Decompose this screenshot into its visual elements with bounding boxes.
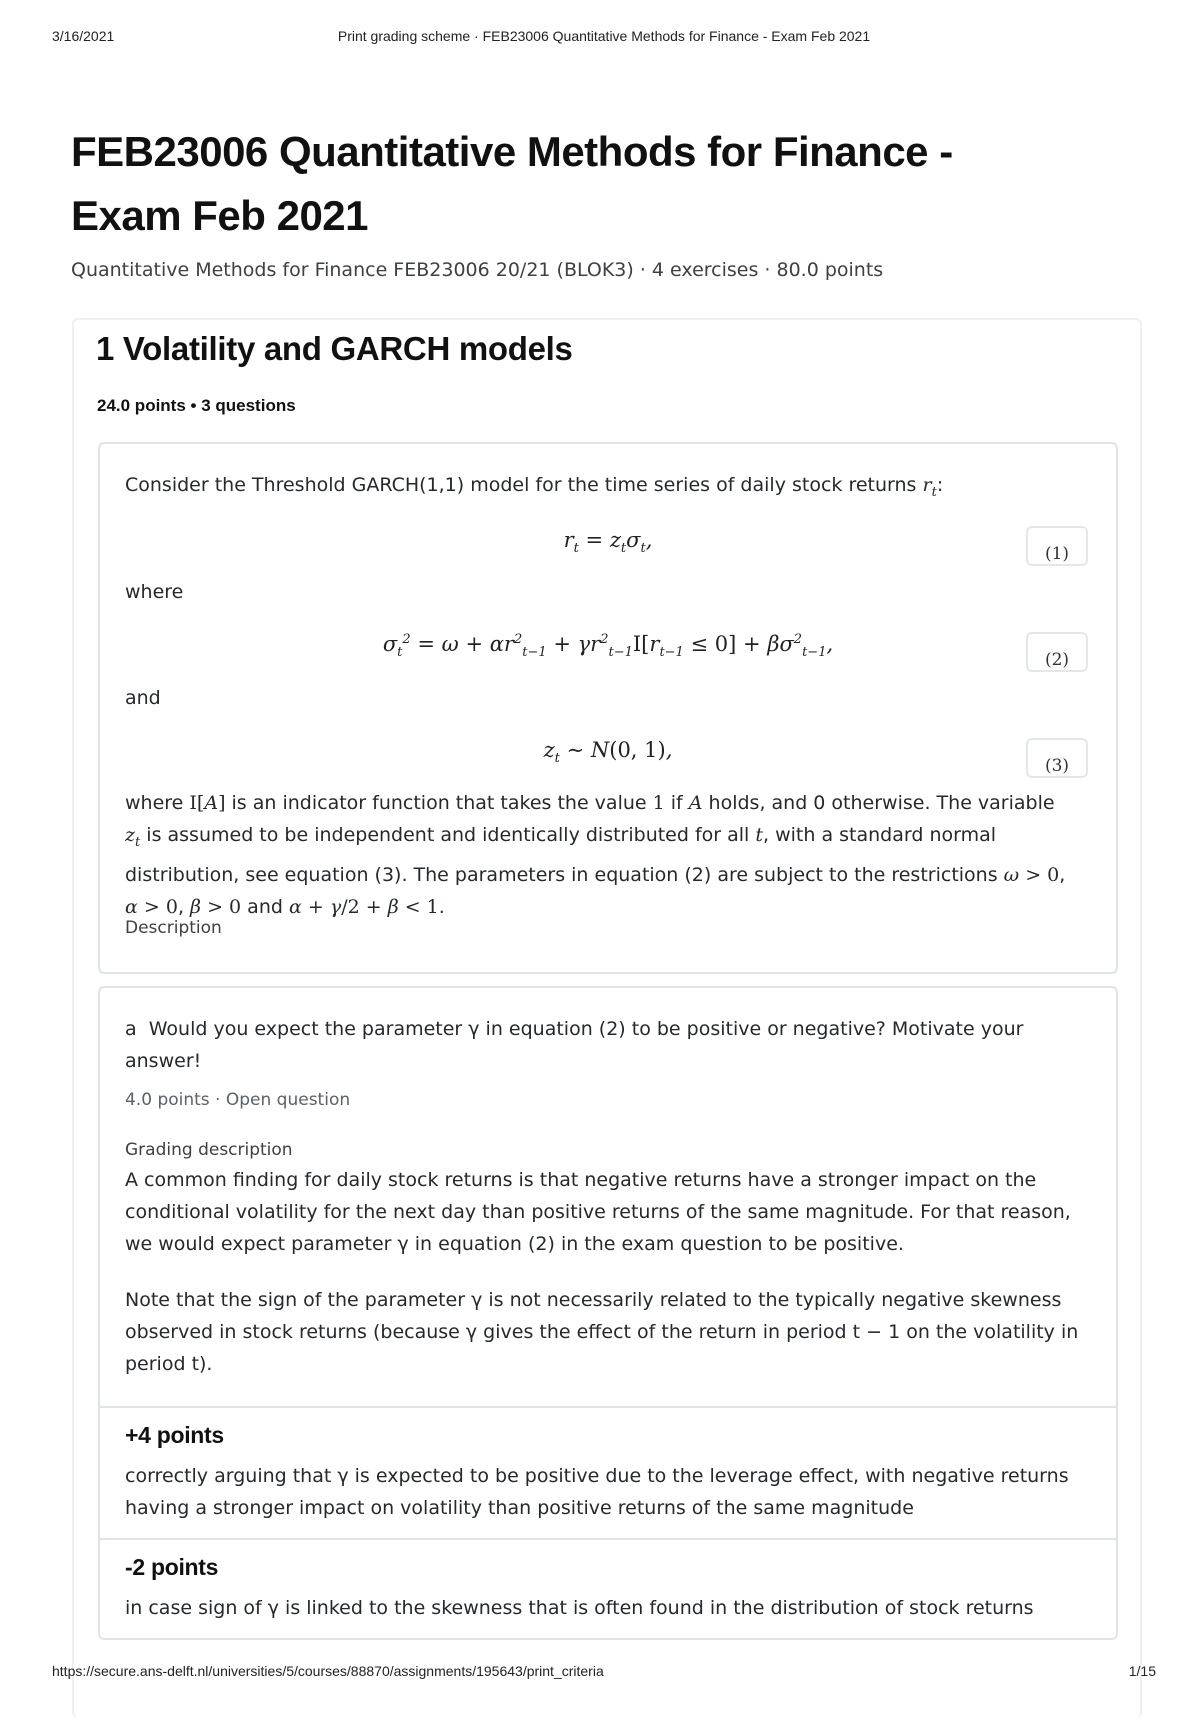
grading-description-label: Grading description: [125, 1140, 293, 1160]
page-title-line2: Exam Feb 2021: [71, 192, 369, 239]
equation-2-number: (2): [1026, 632, 1088, 672]
exercise-meta: 24.0 points • 3 questions: [97, 396, 296, 415]
print-title: Print grading scheme · FEB23006 Quantitative Methods for Finance - Exam Feb 2021: [337, 28, 871, 44]
description-where: where: [125, 581, 184, 603]
criterion-divider: [100, 1538, 1116, 1540]
criterion-description: in case sign of γ is linked to the skewness that is often found in the distribution of stock returns: [125, 1597, 1034, 1619]
description-box: [98, 442, 1118, 974]
exercise-heading: 1 Volatility and GARCH models: [96, 330, 573, 367]
equation-2: $\sigma_t^2 = \omega + \alpha r^2_{t-1} + \gamma r^2_{t-1}I[r_{t-1} \le 0] + \beta\sigma^2_{t-1}$,: [382, 632, 834, 661]
question-box: [98, 986, 1118, 1640]
equation-1-number: (1): [1026, 526, 1088, 566]
grading-description-p1: A common finding for daily stock returns is that negative returns have a stronger impact on the conditional volatility for the next day than positive returns of the same magnitude. For that reason, we would expect parameter γ in equation (2) in the exam question to be positive.: [125, 1169, 1071, 1255]
description-and: and: [125, 687, 161, 709]
criterion-points: +4 points: [125, 1422, 224, 1448]
question-text: a Would you expect the parameter γ in equation (2) to be positive or negative? Motivate your answer!: [125, 1018, 1024, 1072]
page-title-line1: FEB23006 Quantitative Methods for Finance -: [71, 128, 953, 175]
page-subtitle: Quantitative Methods for Finance FEB23006 20/21 (BLOK3) · 4 exercises · 80.0 points: [71, 259, 884, 281]
equation-1: $r_t = z_t\sigma_t$,: [563, 528, 653, 557]
criterion-description: correctly arguing that γ is expected to be positive due to the leverage effect, with negative returns having a stronger impact on volatility than positive returns of the same magnitude: [125, 1465, 1069, 1519]
criterion-divider: [100, 1406, 1116, 1408]
question-letter: a: [125, 1018, 137, 1040]
description-label: Description: [125, 918, 222, 938]
description-body: where I[A] is an indicator function that takes the value 1 if A holds, and 0 otherwise. The variable $z_t$ is assumed to be independent and identically distributed for all t, with a standard normal distribution, see equation (3). The parameters in equation (2) are subject to the restrictions ω > 0, α > 0, β > 0 and α + γ/2 + β < 1.: [125, 792, 1066, 918]
equation-3: $z_t$ ∼ N(0, 1),: [543, 738, 673, 767]
description-intro: Consider the Threshold GARCH(1,1) model for the time series of daily stock returns $r_t$:: [125, 474, 944, 500]
page-title: [71, 120, 1071, 248]
print-date: 3/16/2021: [52, 28, 115, 44]
criterion-points: -2 points: [125, 1554, 219, 1580]
print-url-link[interactable]: https://secure.ans-delft.nl/universities/5/courses/88870/assignments/195643/print_criteria: [52, 1663, 604, 1679]
equation-3-number: (3): [1026, 738, 1088, 778]
page-number: 1/15: [1128, 1663, 1156, 1679]
grading-description-p2: Note that the sign of the parameter γ is not necessarily related to the typically negative skewness observed in stock returns (because γ gives the effect of the return in period t − 1 on the volatility in period t).: [125, 1289, 1079, 1375]
question-points: 4.0 points · Open question: [125, 1090, 351, 1110]
